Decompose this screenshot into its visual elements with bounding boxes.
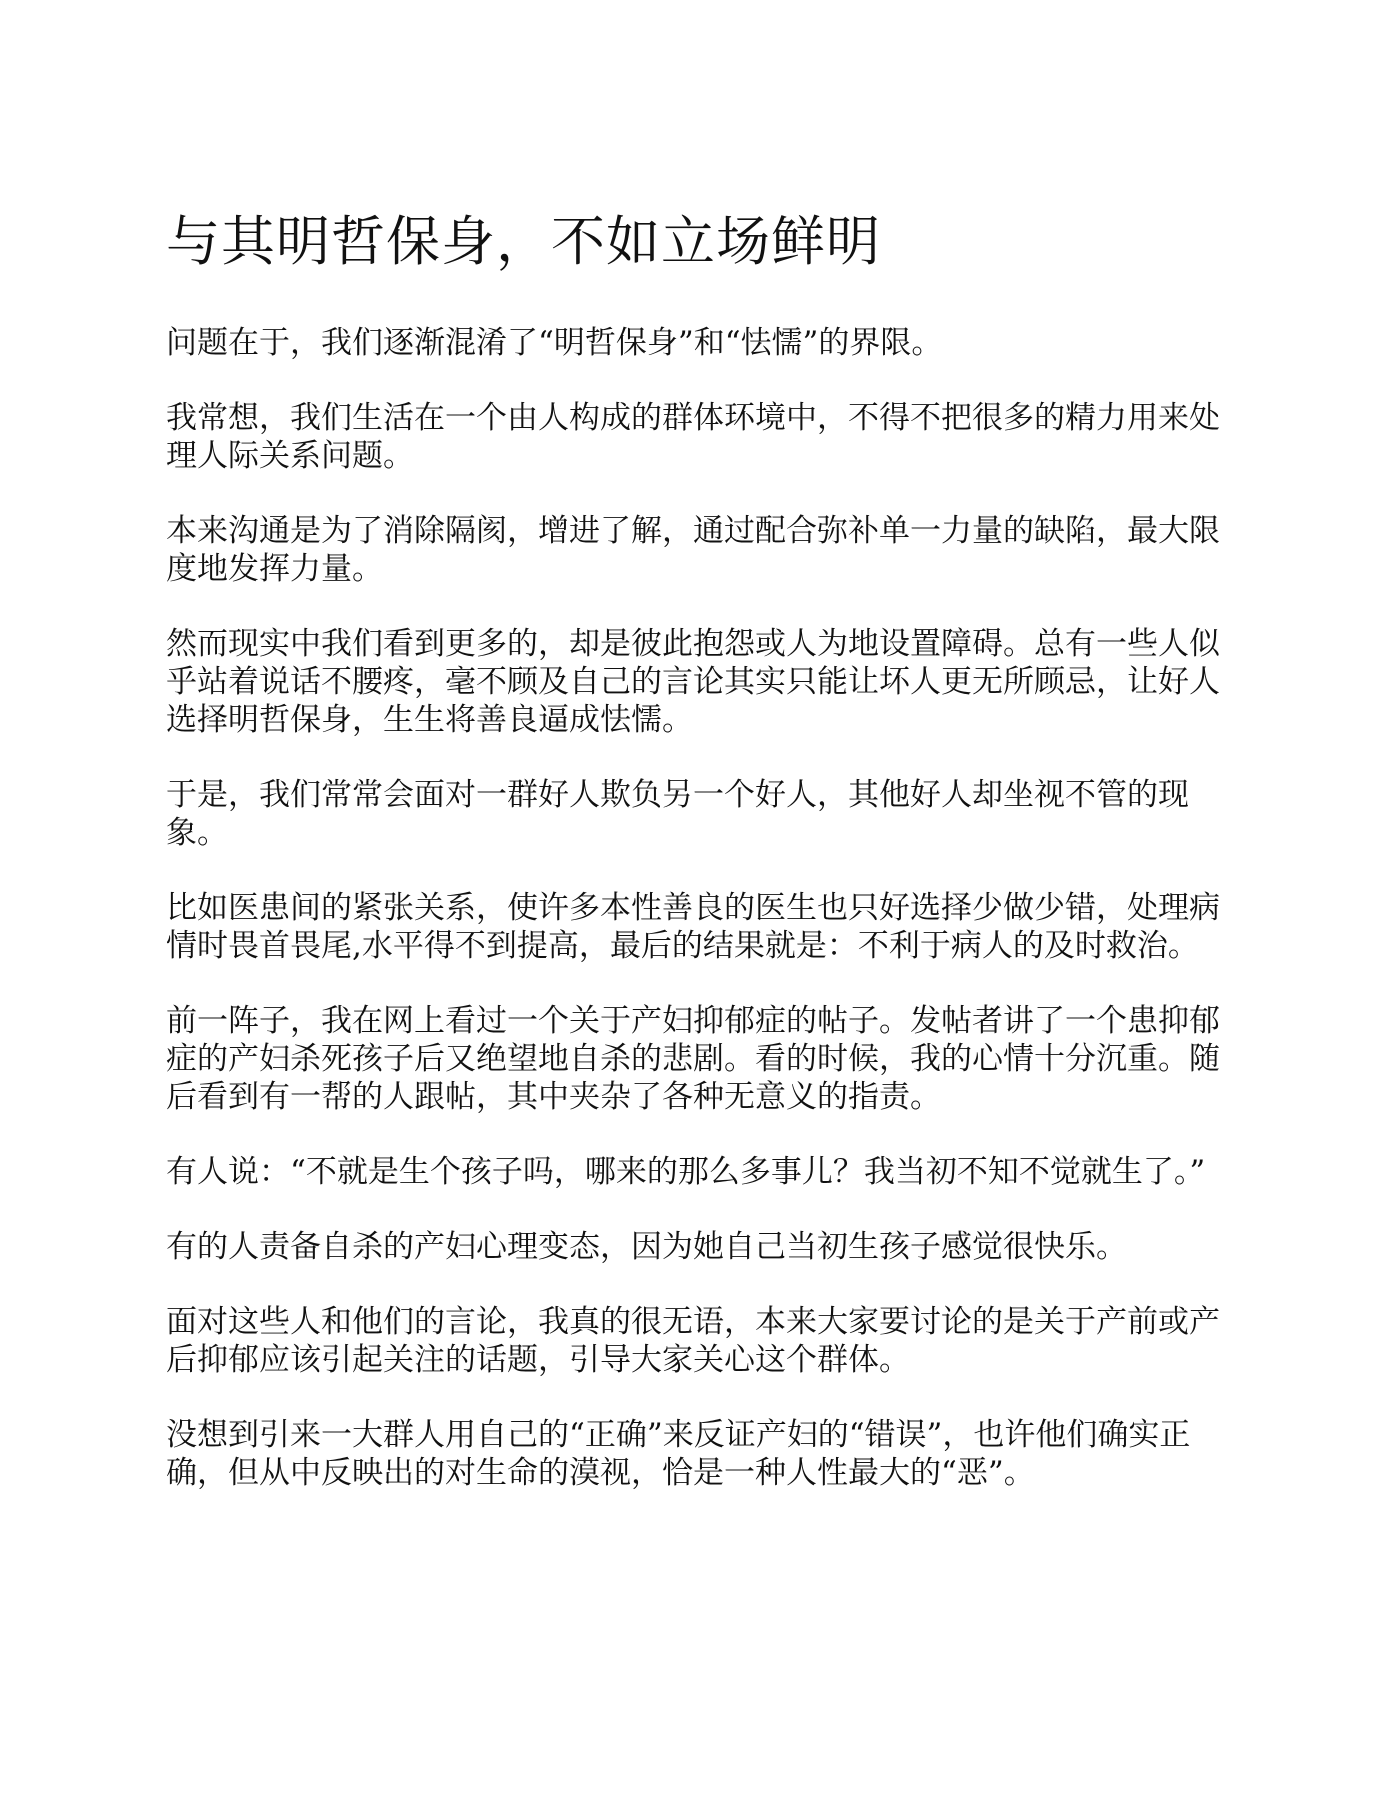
paragraph-3: 本来沟通是为了消除隔阂，增进了解，通过配合弥补单一力量的缺陷，最大限度地发挥力量。 bbox=[166, 513, 1220, 587]
article-body bbox=[166, 205, 1224, 1529]
paragraph-8: 有人说：“不就是生个孩子吗，哪来的那么多事儿？我当初不知不觉就生了。” bbox=[166, 1154, 1206, 1190]
paragraph-5: 于是，我们常常会面对一群好人欺负另一个好人，其他好人却坐视不管的现象。 bbox=[166, 777, 1189, 851]
paragraph-2: 我常想，我们生活在一个由人构成的群体环境中，不得不把很多的精力用来处理人际关系问题。 bbox=[166, 400, 1220, 474]
paragraph-1: 问题在于，我们逐渐混淆了“明哲保身”和“怯懦”的界限。 bbox=[166, 325, 943, 361]
paragraph-6: 比如医患间的紧张关系，使许多本性善良的医生也只好选择少做少错，处理病情时畏首畏尾,水平得不到提高，最后的结果就是：不利于病人的及时救治。 bbox=[166, 890, 1220, 964]
paragraph-9: 有的人责备自杀的产妇心理变态，因为她自己当初生孩子感觉很快乐。 bbox=[166, 1229, 1127, 1265]
paragraph-4: 然而现实中我们看到更多的，却是彼此抱怨或人为地设置障碍。总有一些人似乎站着说话不腰疼，毫不顾及自己的言论其实只能让坏人更无所顾忌，让好人选择明哲保身，生生将善良逼成怯懦。 bbox=[166, 626, 1220, 738]
paragraph-10: 面对这些人和他们的言论，我真的很无语，本来大家要讨论的是关于产前或产后抑郁应该引起关注的话题，引导大家关心这个群体。 bbox=[166, 1304, 1220, 1378]
article-title: 与其明哲保身，不如立场鲜明 bbox=[166, 210, 881, 273]
paragraph-11: 没想到引来一大群人用自己的“正确”来反证产妇的“错误”，也许他们确实正确，但从中反映出的对生命的漠视，恰是一种人性最大的“恶”。 bbox=[166, 1417, 1191, 1491]
paragraph-7: 前一阵子，我在网上看过一个关于产妇抑郁症的帖子。发帖者讲了一个患抑郁症的产妇杀死孩子后又绝望地自杀的悲剧。看的时候，我的心情十分沉重。随后看到有一帮的人跟帖，其中夹杂了各种无意义的指责。 bbox=[166, 1003, 1220, 1115]
